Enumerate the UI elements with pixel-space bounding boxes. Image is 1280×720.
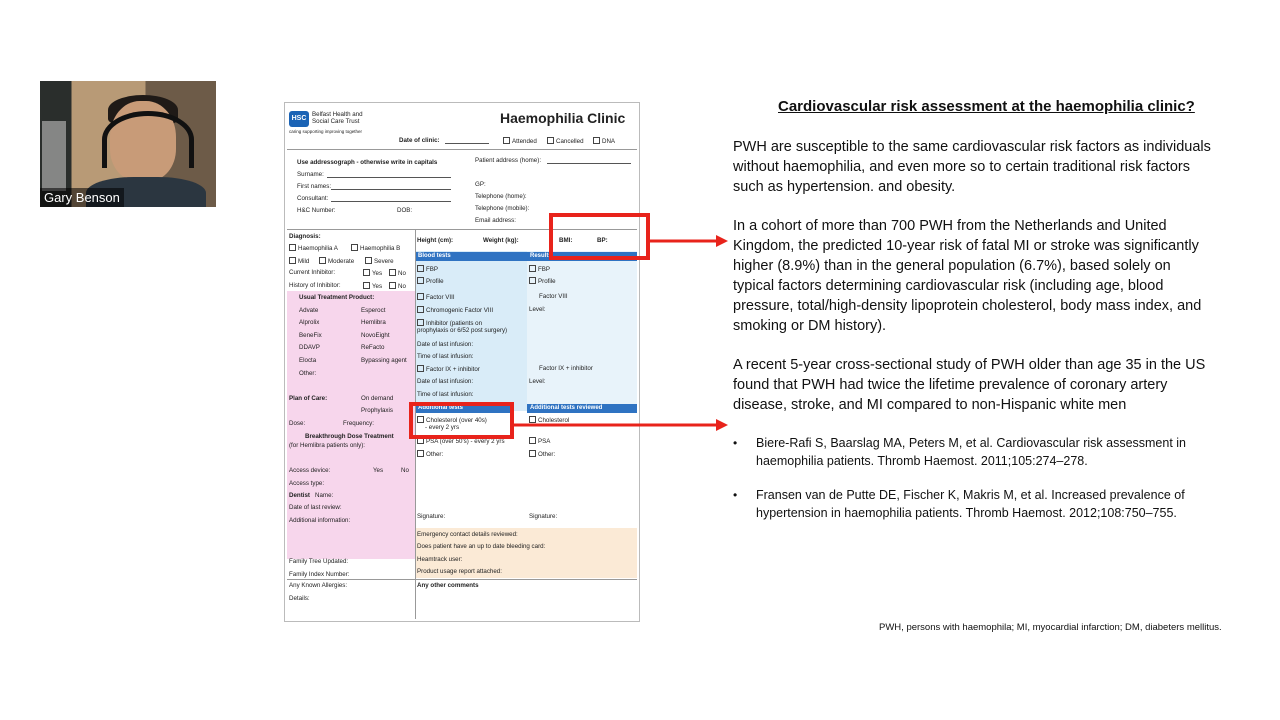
signature-label: Signature: [417, 513, 446, 520]
product-refacto: ReFacto [361, 344, 385, 351]
dentist-label: Dentist [289, 492, 310, 499]
tel-home-label: Telephone (home): [475, 193, 527, 200]
bullet-2: • [733, 488, 738, 502]
tel-mobile-label: Telephone (mobile): [475, 205, 530, 212]
breakthrough-label: Breakthrough Dose Treatment [305, 433, 394, 440]
profile-label: Profile [426, 278, 444, 285]
hc-number-label: H&C Number: [297, 207, 336, 214]
other-label: Other: [426, 451, 444, 458]
fbp-result-label: FBP [538, 266, 551, 273]
for-hemlibra-label: (for Hemlibra patients only): [289, 442, 365, 449]
ci-yes-label: Yes [372, 270, 383, 277]
additional-tests-band: Additional tests [415, 404, 510, 413]
paragraph-3: A recent 5-year cross-sectional study of PWH older than age 35 in the US found that PWH had twice the lifetime prevalence of coronary artery disease, stroke, and MI compared to non-Hispanic white men [733, 357, 1206, 413]
level-label-2: Level: [529, 378, 546, 385]
reference-1: Biere-Rafi S, Baarslag MA, Peters M, et al. Cardiovascular risk assessment in haemophilia patients. Thromb Haemost. 2011;105:274–278. [756, 436, 1187, 468]
additional-info-label: Additional information: [289, 517, 351, 524]
bp-label: BP: [597, 237, 608, 244]
time-last-infusion-1: Time of last infusion: [417, 353, 474, 360]
surname-label: Surname: [297, 171, 324, 178]
fbp-label: FBP [426, 266, 439, 273]
signature-label-2: Signature: [529, 513, 558, 520]
product-esperoct: Esperoct [361, 307, 386, 314]
arrow-1-head [716, 235, 728, 247]
footnote: PWH, persons with haemophila; MI, myocardial infarction; DM, diabeters mellitus. [879, 622, 1222, 633]
date-of-clinic-label: Date of clinic: [399, 137, 440, 144]
inhibitor-label: Inhibitor (patients on [426, 320, 483, 327]
bullet-1: • [733, 436, 738, 450]
arrow-2-head [716, 419, 728, 431]
psa-label: PSA (over 50's) - every 2 yrs [426, 438, 505, 445]
prophylaxis-label: Prophylaxis [361, 407, 393, 414]
dentist-name-label: Name: [315, 492, 334, 499]
dose-label: Dose: [289, 420, 306, 427]
cholesterol-label: Cholesterol [538, 417, 570, 424]
cancelled-label: Cancelled [556, 138, 584, 145]
family-tree-label: Family Tree Updated: [289, 558, 349, 565]
diagnosis-label: Diagnosis: [289, 233, 321, 240]
history-inhibitor-label: History of Inhibitor: [289, 282, 341, 289]
inhibitor-label-2: prophylaxis or 6/52 post surgery) [417, 327, 508, 334]
hi-no-label: No [398, 283, 406, 290]
access-yes: Yes [373, 467, 384, 474]
org-tagline: caring supporting improving together [289, 129, 363, 134]
dna-label: DNA [602, 138, 616, 145]
participant-name: Gary Benson [40, 188, 124, 207]
access-type-label: Access type: [289, 480, 325, 487]
cholesterol-highlight-box [411, 404, 512, 437]
heamtrack-label: Heamtrack user: [417, 556, 463, 563]
any-other-comments-label: Any other comments [417, 582, 479, 589]
haem-a-label: Haemophilia A [298, 245, 338, 252]
profile-result-label: Profile [538, 278, 556, 285]
on-demand-label: On demand [361, 395, 394, 402]
bleeding-card-label: Does patient have an up to date bleeding card: [417, 543, 546, 550]
additional-reviewed-band: Additional tests reviewed [527, 404, 637, 413]
product-hemlibra: Hemlibra [361, 319, 386, 326]
addressograph-note: Use addressograph - otherwise write in capitals [297, 159, 438, 166]
severe-label: Severe [374, 258, 394, 265]
frequency-label: Frequency: [343, 420, 374, 427]
every-2yrs-label: - every 2 yrs [425, 424, 460, 431]
org-name-2: Social Care Trust [312, 118, 360, 125]
product-advate: Advate [299, 307, 319, 314]
ci-no-label: No [398, 270, 406, 277]
factor-ix-result: Factor IX + inhibitor [539, 365, 593, 372]
gp-label: GP: [475, 181, 486, 188]
email-label: Email address: [475, 217, 516, 224]
level-label-1: Level: [529, 306, 546, 313]
height-label: Height (cm): [417, 237, 454, 244]
cholesterol40-label: Cholesterol (over 40s) [426, 417, 487, 424]
product-bypassing: Bypassing agent [361, 357, 407, 364]
hsc-logo: HSC [289, 111, 309, 127]
date-last-review-label: Date of last review: [289, 504, 342, 511]
org-name-1: Belfast Health and [312, 111, 363, 118]
product-ddavp: DDAVP [299, 344, 320, 351]
form-title: Haemophilia Clinic [500, 110, 626, 126]
plan-of-care-label: Plan of Care: [289, 395, 328, 402]
attended-label: Attended [512, 138, 537, 145]
factor-ix-label: Factor IX + inhibitor [426, 366, 480, 373]
product-benefix: BeneFix [299, 332, 322, 339]
factor-viii-result: Factor VIII [539, 293, 568, 300]
blood-tests-band: Blood tests [415, 252, 527, 261]
weight-label: Weight (kg): [483, 237, 519, 244]
current-inhibitor-label: Current Inhibitor: [289, 269, 336, 276]
results-band: Results [527, 252, 637, 261]
emergency-label: Emergency contact details reviewed: [417, 531, 518, 538]
first-names-label: First names: [297, 183, 332, 190]
usual-treatment-label: Usual Treatment Product: [299, 294, 375, 301]
family-index-label: Family Index Number: [289, 571, 350, 578]
hi-yes-label: Yes [372, 283, 383, 290]
slide-heading: Cardiovascular risk assessment at the haemophilia clinic? [778, 98, 1195, 115]
mild-label: Mild [298, 258, 310, 265]
patient-address-label: Patient address (home): [475, 157, 542, 164]
paragraph-1: PWH are susceptible to the same cardiovascular risk factors as individuals without haemophilia, and even more so to certain traditional risk factors such as hypertension. and obesity. [733, 139, 1211, 195]
factor-viii-label: Factor VIII [426, 294, 455, 301]
product-elocta: Elocta [299, 357, 317, 364]
date-last-infusion-1: Date of last infusion: [417, 341, 474, 348]
details-label: Details: [289, 595, 310, 602]
other-result-label: Other: [538, 451, 556, 458]
haem-b-label: Haemophilia B [360, 245, 401, 252]
access-device-label: Access device: [289, 467, 331, 474]
product-usage-label: Product usage report attached: [417, 568, 502, 575]
product-alprolix: Alprolix [299, 319, 320, 326]
paragraph-2: In a cohort of more than 700 PWH from the Netherlands and United Kingdom, the predicted 10-year risk of fatal MI or stroke was significantly higher (8.9%) than in the general population (6.7%), based solely on typical factors determining cardiovascular risk (including age, blood pressure, total/high-density lipoprotein cholesterol, body mass index, and smoking or DM history). [733, 218, 1202, 334]
allergies-label: Any Known Allergies: [289, 582, 348, 589]
reference-2: Fransen van de Putte DE, Fischer K, Makris M, et al. Increased prevalence of hypertension in haemophilia patients. Thromb Haemost. 2012;108:750–755. [756, 488, 1185, 520]
bmi-bp-highlight-box [551, 215, 648, 258]
consultant-label: Consultant: [297, 195, 329, 202]
product-other: Other: [299, 370, 317, 377]
product-novoeight: NovoEight [361, 332, 390, 339]
moderate-label: Moderate [328, 258, 355, 265]
chromogenic-label: Chromogenic Factor VIII [426, 307, 494, 314]
bmi-label: BMI: [559, 237, 573, 244]
time-last-infusion-2: Time of last infusion: [417, 391, 474, 398]
psa-result-label: PSA [538, 438, 551, 445]
dob-label: DOB: [397, 207, 413, 214]
date-last-infusion-2: Date of last infusion: [417, 378, 474, 385]
access-no: No [401, 467, 409, 474]
